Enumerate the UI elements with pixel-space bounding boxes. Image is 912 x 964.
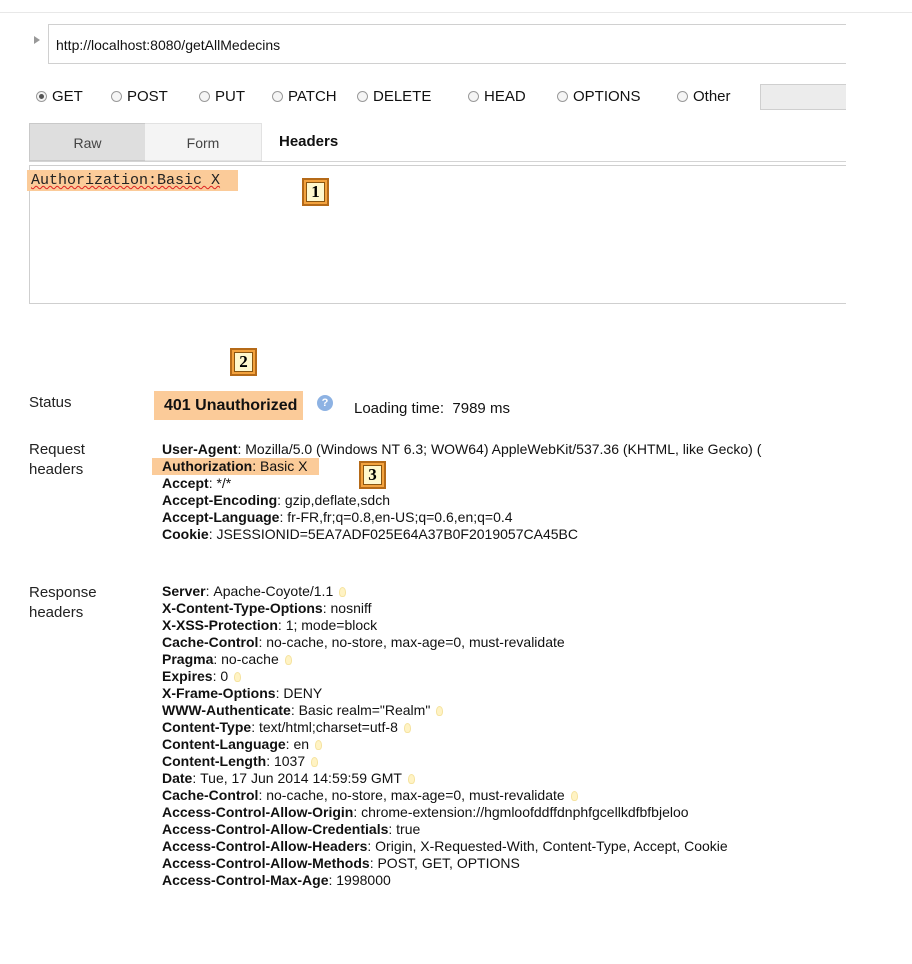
method-label: HEAD [484, 88, 526, 105]
annotation-badge-3 [359, 461, 386, 489]
header-name: X-XSS-Protection [162, 617, 278, 633]
method-get[interactable] [36, 88, 83, 105]
header-name: Cookie [162, 526, 209, 542]
header-name: Access-Control-Allow-Credentials [162, 821, 389, 837]
method-label: PATCH [288, 88, 337, 105]
headers-editor[interactable] [29, 165, 846, 304]
header-name: Access-Control-Allow-Origin [162, 804, 354, 820]
expand-arrow-icon[interactable] [34, 36, 40, 44]
request-header-row: User-Agent : Mozilla/5.0 (Windows NT 6.3; WOW64) AppleWebKit/537.36 (KHTML, like Gecko) ( [162, 441, 762, 457]
lightbulb-icon[interactable] [571, 791, 578, 801]
header-name: Access-Control-Max-Age [162, 872, 329, 888]
label-line: headers [29, 461, 84, 478]
header-name: Content-Type [162, 719, 252, 735]
editor-text: Authorization:Basic X [31, 172, 221, 189]
header-name: Content-Language [162, 736, 286, 752]
radio-icon[interactable] [677, 91, 688, 102]
header-value: no-cache, no-store, max-age=0, must-revalidate [266, 787, 565, 803]
header-name: Accept [162, 475, 209, 491]
header-name: X-Frame-Options [162, 685, 276, 701]
header-value: gzip,deflate,sdch [284, 492, 390, 508]
header-value: Tue, 17 Jun 2014 14:59:59 GMT [200, 770, 402, 786]
request-header-row: Accept : */* [162, 475, 232, 491]
headers-title: Headers [279, 133, 339, 150]
response-header-row: Cache-Control : no-cache, no-store, max-age=0, must-revalidate [162, 787, 728, 804]
lightbulb-icon[interactable] [311, 757, 318, 767]
editor-line[interactable] [27, 170, 238, 191]
response-header-row: Access-Control-Allow-Methods : POST, GET, OPTIONS [162, 855, 520, 871]
badge-number: 2 [234, 352, 253, 372]
method-label: PUT [215, 88, 245, 105]
header-name: Expires [162, 668, 213, 684]
method-label: OPTIONS [573, 88, 641, 105]
method-label: POST [127, 88, 168, 105]
header-value: 1037 [273, 753, 306, 769]
badge-number: 3 [363, 465, 382, 485]
other-method-input[interactable] [760, 84, 846, 110]
header-name: Cache-Control [162, 634, 259, 650]
header-name: X-Content-Type-Options [162, 600, 323, 616]
lightbulb-icon[interactable] [408, 774, 415, 784]
request-headers-list [162, 441, 761, 543]
header-value: Mozilla/5.0 (Windows NT 6.3; WOW64) AppleWebKit/537.36 (KHTML, like Gecko) ( [245, 441, 762, 457]
header-value: DENY [283, 685, 323, 701]
header-name: Pragma [162, 651, 214, 667]
loading-value: 7989 ms [452, 400, 510, 417]
header-value: fr-FR,fr;q=0.8,en-US;q=0.6,en;q=0.4 [287, 509, 513, 525]
loading-time [354, 400, 510, 417]
annotation-badge-1 [302, 178, 329, 206]
method-patch[interactable] [272, 88, 337, 105]
radio-icon[interactable] [111, 91, 122, 102]
request-header-row [162, 458, 761, 475]
status-label: Status [29, 394, 72, 411]
annotation-badge-2 [230, 348, 257, 376]
header-name: WWW-Authenticate [162, 702, 291, 718]
tab-raw[interactable]: Raw [29, 123, 146, 161]
header-value: 1; mode=block [285, 617, 378, 633]
method-put[interactable] [199, 88, 245, 105]
header-value: Apache-Coyote/1.1 [213, 583, 334, 599]
method-head[interactable] [468, 88, 526, 105]
request-headers-label [29, 440, 85, 480]
request-header-row: Accept-Encoding : gzip,deflate,sdch [162, 492, 390, 508]
loading-label: Loading time: [354, 400, 445, 417]
response-header-row: Server : Apache-Coyote/1.1 [162, 583, 728, 600]
header-name: Date [162, 770, 193, 786]
header-value: en [293, 736, 310, 752]
response-header-row: Access-Control-Max-Age : 1998000 [162, 872, 391, 888]
header-value: no-cache, no-store, max-age=0, must-revalidate [266, 634, 565, 650]
header-name: Cache-Control [162, 787, 259, 803]
radio-icon[interactable] [199, 91, 210, 102]
header-name: User-Agent [162, 441, 238, 457]
badge-number: 1 [306, 182, 325, 202]
header-highlight: Authorization: Basic X [152, 458, 319, 475]
method-label: GET [52, 88, 83, 105]
method-label: DELETE [373, 88, 432, 105]
response-header-row: Expires : 0 [162, 668, 728, 685]
response-headers-label [29, 583, 97, 623]
header-name: Accept-Language [162, 509, 280, 525]
method-post[interactable] [111, 88, 168, 105]
header-value: JSESSIONID=5EA7ADF025E64A37B0F2019057CA45BC [216, 526, 578, 542]
tabs-divider [29, 161, 846, 162]
radio-icon[interactable] [357, 91, 368, 102]
url-input[interactable] [48, 24, 846, 64]
response-header-row: Content-Type : text/html;charset=utf-8 [162, 719, 728, 736]
url-text[interactable]: http://localhost:8080/getAllMedecins [56, 37, 281, 53]
response-header-row: X-Content-Type-Options : nosniff [162, 600, 372, 616]
response-header-row: Access-Control-Allow-Credentials : true [162, 821, 421, 837]
header-value: 0 [220, 668, 229, 684]
response-header-row: Pragma : no-cache [162, 651, 728, 668]
header-value: true [396, 821, 421, 837]
request-header-row: Accept-Language : fr-FR,fr;q=0.8,en-US;q=0.6,en;q=0.4 [162, 509, 513, 525]
lightbulb-icon[interactable] [234, 672, 241, 682]
label-line: Response [29, 584, 97, 601]
header-value: Origin, X-Requested-With, Content-Type, Accept, Cookie [375, 838, 728, 854]
response-headers-list [162, 583, 728, 889]
header-value: text/html;charset=utf-8 [258, 719, 398, 735]
radio-icon[interactable] [272, 91, 283, 102]
response-header-row: Access-Control-Allow-Headers : Origin, X-Requested-With, Content-Type, Accept, Cookie [162, 838, 728, 854]
lightbulb-icon[interactable] [285, 655, 292, 665]
header-value: nosniff [330, 600, 372, 616]
lightbulb-icon[interactable] [315, 740, 322, 750]
top-divider [0, 12, 912, 13]
method-delete[interactable] [357, 88, 431, 105]
response-header-row: X-Frame-Options : DENY [162, 685, 323, 701]
response-header-row: Access-Control-Allow-Origin : chrome-extension://hgmloofddffdnphfgcellkdfbfbjeloo [162, 804, 689, 820]
method-label: Other [693, 88, 731, 105]
header-name: Server [162, 583, 206, 599]
header-name: Access-Control-Allow-Methods [162, 855, 370, 871]
header-value: POST, GET, OPTIONS [377, 855, 520, 871]
response-header-row: Content-Language : en [162, 736, 728, 753]
header-name: Access-Control-Allow-Headers [162, 838, 368, 854]
response-header-row: Content-Length : 1037 [162, 753, 728, 770]
method-other[interactable] [677, 88, 731, 105]
status-code: 401 Unauthorized [154, 391, 303, 420]
lightbulb-icon[interactable] [404, 723, 411, 733]
label-line: Request [29, 441, 85, 458]
label-line: headers [29, 604, 84, 621]
response-header-row: Cache-Control : no-cache, no-store, max-age=0, must-revalidate [162, 634, 565, 650]
radio-icon[interactable] [557, 91, 568, 102]
header-value: no-cache [221, 651, 279, 667]
header-name: Authorization [162, 458, 253, 474]
header-value: chrome-extension://hgmloofddffdnphfgcellkdfbfbjeloo [361, 804, 689, 820]
help-icon[interactable]: ? [317, 395, 333, 411]
header-value: 1998000 [336, 872, 391, 888]
tab-form[interactable]: Form [145, 123, 262, 161]
header-value: */* [216, 475, 232, 491]
lightbulb-icon[interactable] [436, 706, 443, 716]
response-header-row: Date : Tue, 17 Jun 2014 14:59:59 GMT [162, 770, 728, 787]
header-value: Basic realm="Realm" [298, 702, 431, 718]
method-options[interactable] [557, 88, 641, 105]
response-header-row: X-XSS-Protection : 1; mode=block [162, 617, 378, 633]
response-header-row: WWW-Authenticate : Basic realm="Realm" [162, 702, 728, 719]
radio-icon[interactable] [468, 91, 479, 102]
header-name: Content-Length [162, 753, 267, 769]
header-name: Accept-Encoding [162, 492, 278, 508]
lightbulb-icon[interactable] [339, 587, 346, 597]
header-value: Basic X [260, 458, 308, 474]
request-header-row: Cookie : JSESSIONID=5EA7ADF025E64A37B0F2019057CA45BC [162, 526, 578, 542]
radio-icon[interactable] [36, 91, 47, 102]
